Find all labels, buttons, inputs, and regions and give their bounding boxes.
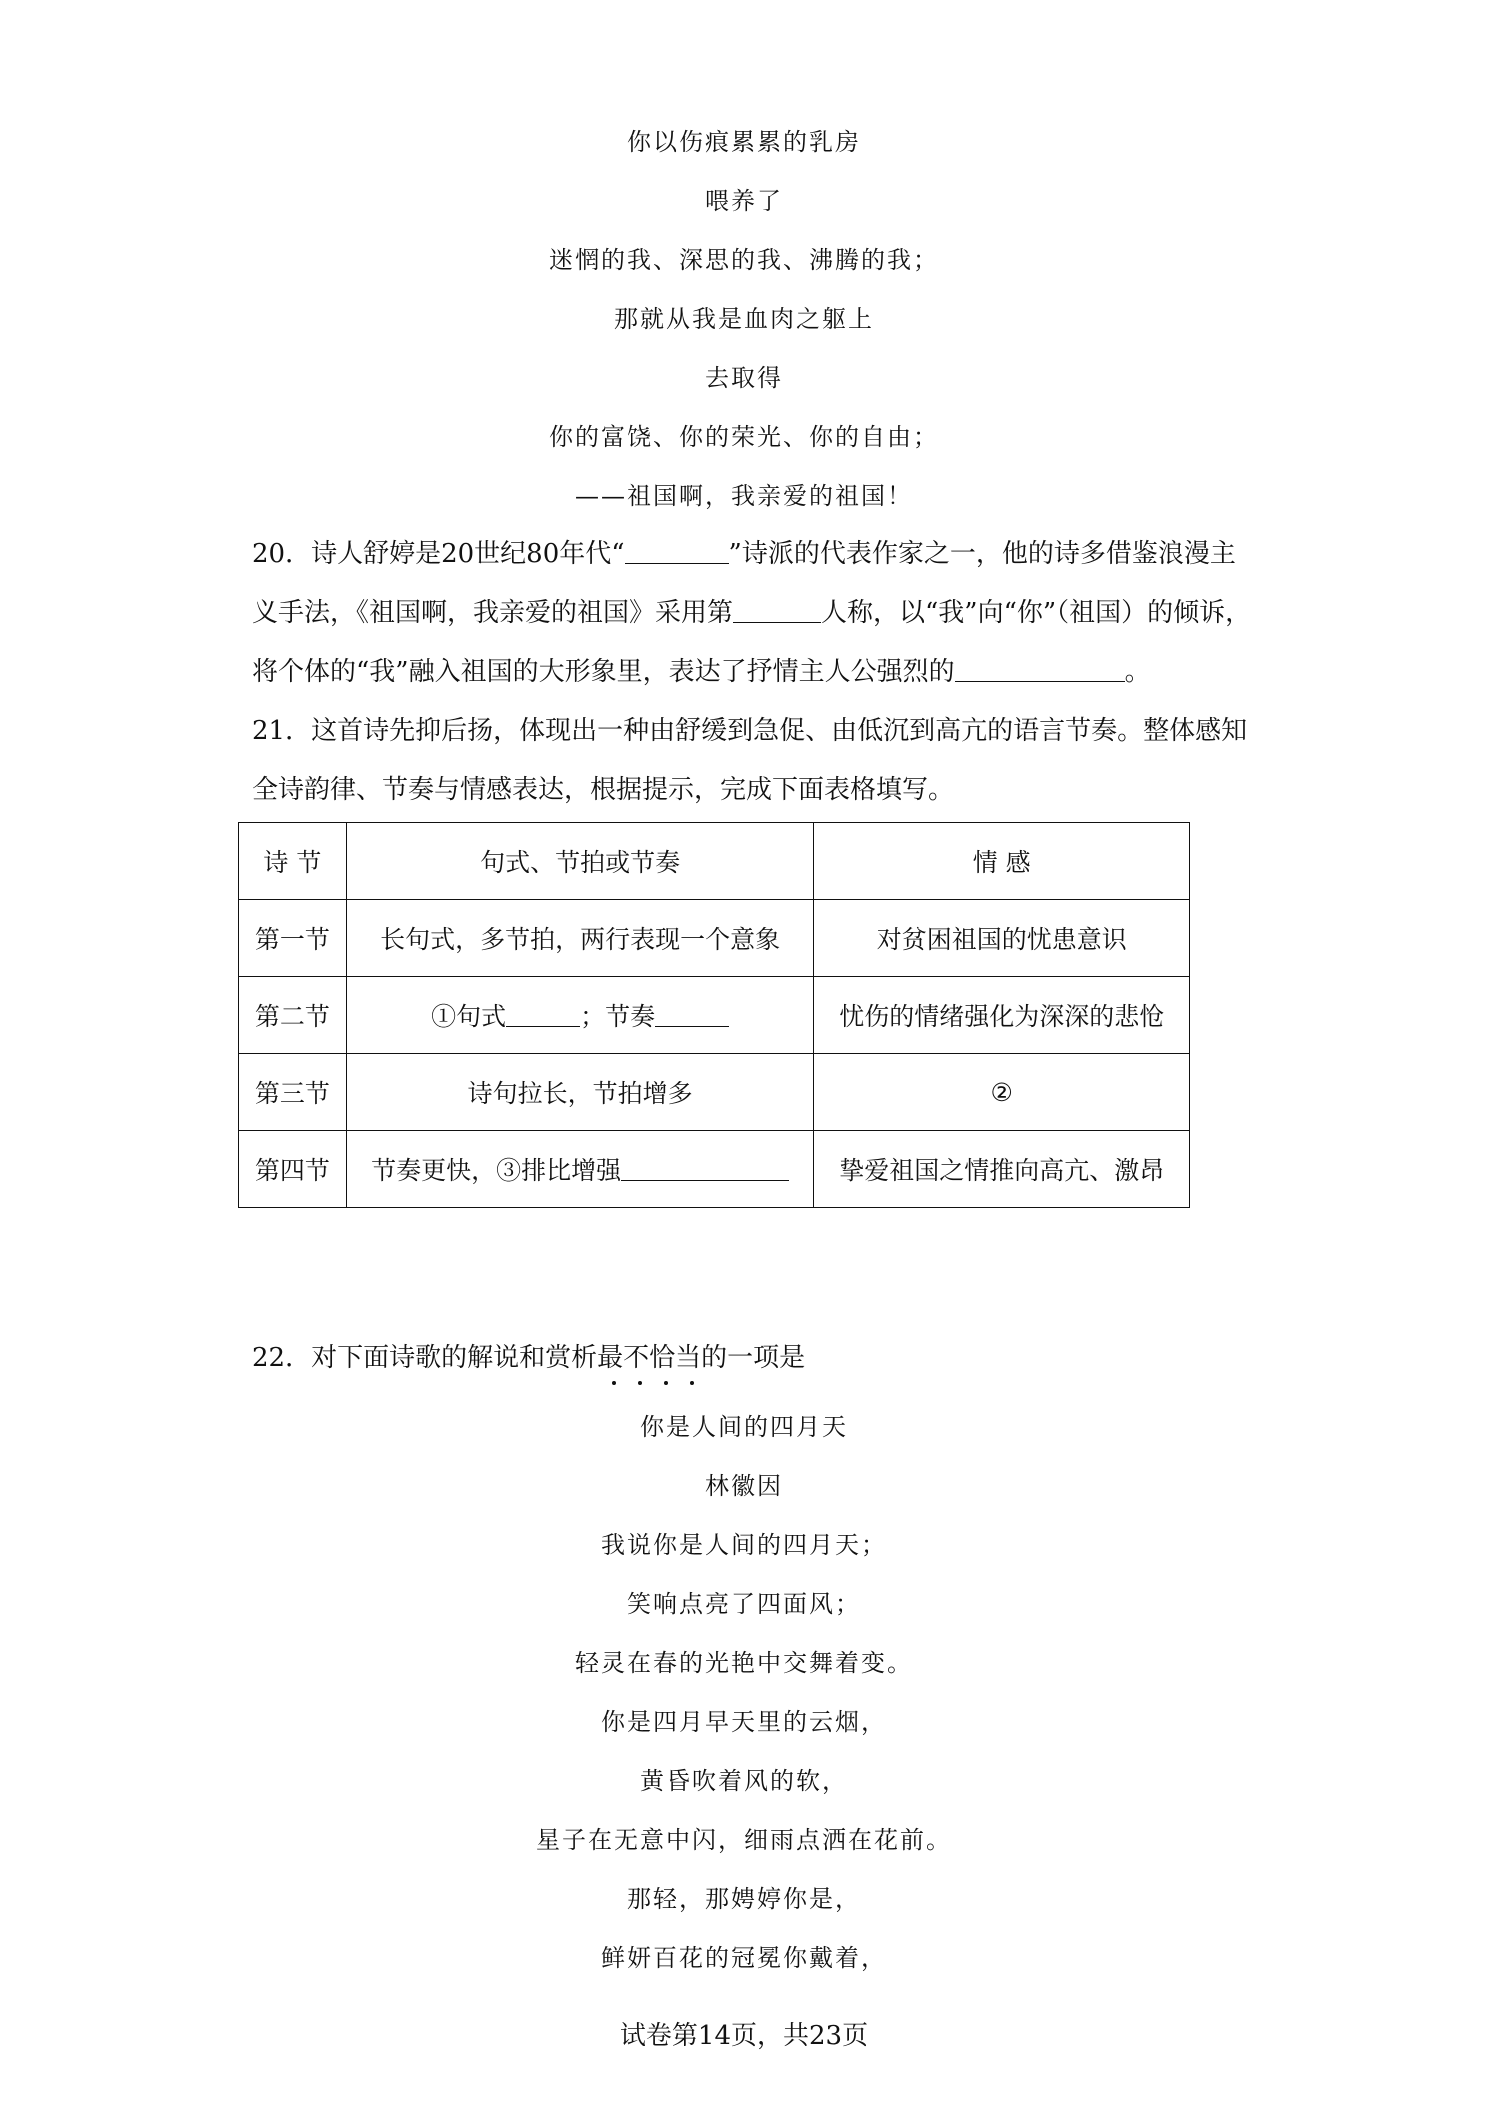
poem-author: 林徽因 (705, 1472, 783, 1500)
emphasis-dot (638, 1381, 642, 1385)
emphasis-dot (664, 1381, 668, 1385)
table-row (239, 1131, 1190, 1208)
table-cell: 第二节 (239, 977, 347, 1054)
header-cell: 句式、节拍或节奏 (346, 823, 814, 900)
table-cell: 挚爱祖国之情推向高亢、激昂 (814, 1131, 1190, 1208)
header-cell: 情 感 (814, 823, 1190, 900)
answer-blank[interactable] (955, 659, 1125, 682)
poem-line: 喂养了 (705, 187, 783, 215)
emphasis-dot (612, 1381, 616, 1385)
poem-line: 你以伤痕累累的乳房 (627, 128, 861, 156)
question-21-line-2: 全诗韵律、节奏与情感表达，根据提示，完成下面表格填写。 (252, 775, 955, 805)
table-cell: 第四节 (239, 1131, 347, 1208)
question-20-line-1: 20．诗人舒婷是20世纪80年代“ ”诗派的代表作家之一，他的诗多借鉴浪漫主 (252, 539, 1236, 569)
answer-blank[interactable] (621, 1158, 789, 1181)
table-row (239, 977, 1190, 1054)
poem-line: ——祖国啊，我亲爱的祖国！ (575, 482, 913, 510)
table-cell: 诗句拉长，节拍增多 (346, 1054, 814, 1131)
table-cell: 长句式，多节拍，两行表现一个意象 (346, 900, 814, 977)
question-20-line-2: 义手法，《祖国啊，我亲爱的祖国》采用第 人称，以“我”向“你”（祖国）的倾诉， (252, 598, 1252, 628)
table-header-row (239, 823, 1190, 900)
poem-line: 去取得 (705, 364, 783, 392)
poem-line: 那就从我是血肉之躯上 (614, 305, 874, 333)
question-21-line-1: 21．这首诗先抑后扬，体现出一种由舒缓到急促、由低沉到高亢的语言节奏。整体感知 (252, 716, 1248, 746)
poem-line: 你是四月早天里的云烟， (601, 1708, 887, 1736)
table-cell: ② (814, 1054, 1190, 1131)
answer-blank[interactable] (733, 600, 821, 623)
poem-line: 轻灵在春的光艳中交舞着变。 (575, 1649, 913, 1677)
answer-blank[interactable] (506, 1004, 580, 1027)
poem-line: 鲜妍百花的冠冕你戴着， (601, 1944, 887, 1972)
answer-table (238, 822, 1190, 1208)
emphasis-dot (690, 1381, 694, 1385)
page-footer: 试卷第14页，共23页 (619, 2021, 869, 2051)
header-cell: 诗 节 (239, 823, 347, 900)
table-cell: 节奏更快，③排比增强 (346, 1131, 814, 1208)
poem-line: 你的富饶、你的荣光、你的自由； (549, 423, 939, 451)
question-20-line-3: 将个体的“我”融入祖国的大形象里，表达了抒情主人公强烈的 。 (252, 657, 1151, 687)
poem-line: 那轻，那娉婷你是， (627, 1885, 861, 1913)
poem-line: 星子在无意中闪，细雨点洒在花前。 (536, 1826, 952, 1854)
answer-blank[interactable] (625, 541, 729, 564)
poem-line: 迷惘的我、深思的我、沸腾的我； (549, 246, 939, 274)
table-cell: 忧伤的情绪强化为深深的悲怆 (814, 977, 1190, 1054)
table-cell: 对贫困祖国的忧患意识 (814, 900, 1190, 977)
emphasized-text: 最不恰当 (597, 1343, 702, 1373)
table-cell: 第三节 (239, 1054, 347, 1131)
poem-line: 笑响点亮了四面风； (627, 1590, 861, 1618)
table-row (239, 900, 1190, 977)
answer-blank[interactable] (655, 1004, 729, 1027)
table-cell: ①句式 ；节奏 (346, 977, 814, 1054)
question-22-text: 22．对下面诗歌的解说和赏析最不恰当的一项是 (252, 1343, 806, 1373)
table-row (239, 1054, 1190, 1131)
poem-title: 你是人间的四月天 (640, 1413, 848, 1441)
poem-line: 我说你是人间的四月天； (601, 1531, 887, 1559)
poem-line: 黄昏吹着风的软， (640, 1767, 848, 1795)
table-cell: 第一节 (239, 900, 347, 977)
